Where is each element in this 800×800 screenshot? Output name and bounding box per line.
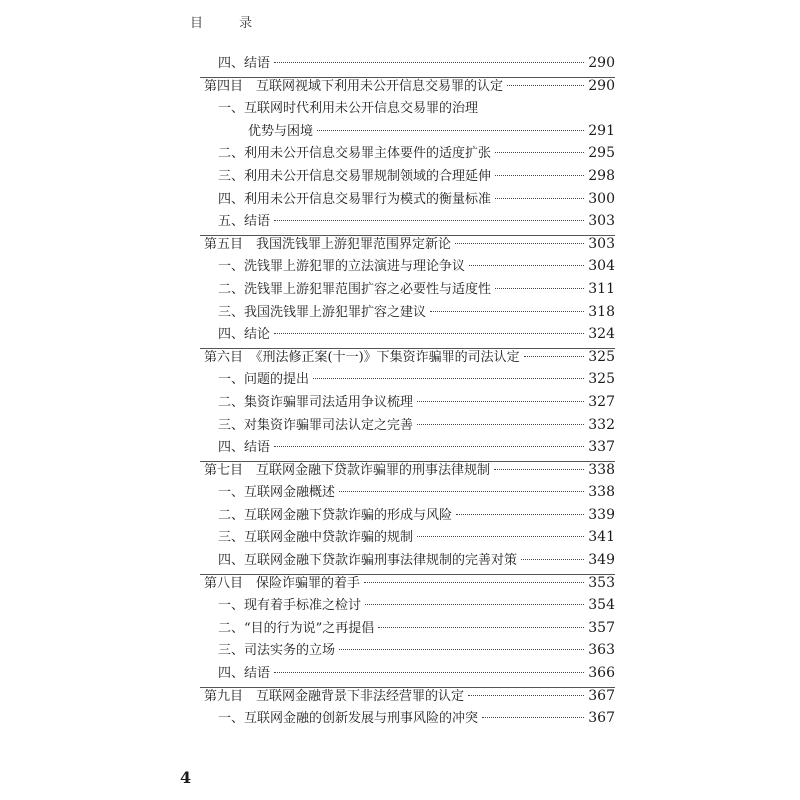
toc-section-entry[interactable]	[200, 165, 615, 188]
chapter-rule	[200, 77, 615, 78]
toc-entry-title: 三、司法实务的立场	[218, 643, 336, 659]
dot-leader	[494, 469, 584, 470]
toc-entry-title: 三、对集资诈骗罪司法认定之完善	[218, 417, 414, 433]
dot-leader	[417, 536, 584, 537]
toc-chapter-entry[interactable]	[200, 572, 615, 595]
toc-entry-title: 三、利用未公开信息交易罪规制领域的合理延伸	[218, 168, 492, 184]
dot-leader	[430, 311, 584, 312]
dot-leader	[274, 446, 584, 447]
toc-entry-title: 二、利用未公开信息交易罪主体要件的适度扩张	[218, 146, 492, 162]
toc-entry-title: 第五目 我国洗钱罪上游犯罪范围界定新论	[204, 236, 452, 252]
toc-section-entry[interactable]	[200, 707, 615, 730]
toc-chapter-entry[interactable]	[200, 346, 615, 369]
toc-section-entry[interactable]	[200, 391, 615, 414]
toc-chapter-entry[interactable]	[200, 233, 615, 256]
table-of-contents	[200, 52, 615, 730]
toc-entry-title: 一、洗钱罪上游犯罪的立法演进与理论争议	[218, 259, 466, 275]
toc-section-entry[interactable]	[200, 188, 615, 211]
toc-entry-page: 303	[588, 213, 615, 230]
toc-section-entry[interactable]	[200, 97, 615, 120]
dot-leader	[524, 356, 585, 357]
dot-leader	[468, 695, 584, 696]
toc-section-entry[interactable]	[200, 594, 615, 617]
toc-chapter-entry[interactable]	[200, 75, 615, 98]
toc-section-entry[interactable]	[200, 301, 615, 324]
toc-entry-page: 338	[588, 484, 615, 501]
toc-entry-page: 318	[588, 303, 615, 320]
toc-entry-title: 一、互联网时代利用未公开信息交易罪的治理	[218, 101, 479, 117]
dot-leader	[339, 649, 584, 650]
dot-leader	[507, 85, 584, 86]
toc-entry-title: 四、结语	[218, 56, 271, 71]
dot-leader	[313, 378, 584, 379]
toc-section-entry[interactable]	[200, 323, 615, 346]
toc-entry-page: 339	[588, 506, 615, 523]
chapter-rule	[200, 687, 615, 688]
toc-entry-title: 三、互联网金融中贷款诈骗的规制	[218, 530, 414, 546]
dot-leader	[339, 491, 584, 492]
toc-entry-title: 第八目 保险诈骗罪的着手	[204, 575, 361, 591]
toc-entry-title: 一、互联网金融的创新发展与刑事风险的冲突	[218, 711, 479, 727]
toc-entry-title: 四、互联网金融下贷款诈骗刑事法律规制的完善对策	[218, 553, 518, 569]
toc-entry-page: 290	[588, 55, 615, 71]
dot-leader	[495, 152, 584, 153]
toc-entry-page: 303	[588, 235, 615, 252]
toc-entry-page: 324	[588, 326, 615, 343]
dot-leader	[274, 333, 584, 334]
toc-section-entry[interactable]	[200, 120, 615, 143]
toc-entry-title: 一、互联网金融概述	[218, 485, 336, 501]
toc-entry-title: 第四目 互联网视域下利用未公开信息交易罪的认定	[204, 78, 504, 94]
toc-entry-title: 三、我国洗钱罪上游犯罪扩容之建议	[218, 304, 427, 320]
dot-leader	[495, 175, 584, 176]
dot-leader	[417, 401, 584, 402]
toc-entry-title: 优势与困境	[248, 123, 314, 139]
toc-entry-title: 二、“目的行为说”之再提倡	[218, 620, 375, 636]
dot-leader	[317, 130, 584, 131]
toc-entry-page: 300	[588, 190, 615, 207]
toc-section-entry[interactable]	[200, 278, 615, 301]
toc-entry-title: 四、结语	[218, 440, 271, 456]
dot-leader	[378, 627, 584, 628]
toc-entry-page: 325	[588, 371, 615, 388]
toc-section-entry[interactable]	[200, 662, 615, 685]
toc-section-entry[interactable]	[200, 436, 615, 459]
toc-section-entry[interactable]	[200, 368, 615, 391]
toc-entry-page: 291	[588, 122, 615, 139]
toc-section-entry[interactable]	[200, 526, 615, 549]
chapter-rule	[200, 235, 615, 236]
toc-entry-title: 一、问题的提出	[218, 372, 310, 388]
toc-entry-title: 一、现有着手标准之检讨	[218, 598, 362, 614]
dot-leader	[495, 288, 584, 289]
toc-section-entry[interactable]	[200, 210, 615, 233]
toc-entry-page: 327	[588, 393, 615, 410]
dot-leader	[456, 514, 584, 515]
toc-entry-title: 四、结论	[218, 327, 271, 343]
toc-entry-page: 349	[588, 552, 615, 569]
toc-entry-page: 354	[588, 597, 615, 614]
dot-leader	[274, 672, 584, 673]
toc-chapter-entry[interactable]	[200, 459, 615, 482]
toc-section-entry[interactable]	[200, 255, 615, 278]
toc-entry-page: 304	[588, 258, 615, 275]
page-number: 4	[180, 768, 192, 787]
toc-entry-page: 290	[588, 77, 615, 94]
toc-section-entry[interactable]	[200, 142, 615, 165]
toc-section-entry[interactable]	[200, 481, 615, 504]
toc-entry-title: 第七目 互联网金融下贷款诈骗罪的刑事法律规制	[204, 462, 491, 478]
toc-entry-title: 第九目 互联网金融背景下非法经营罪的认定	[204, 688, 465, 704]
toc-section-entry[interactable]	[200, 617, 615, 640]
chapter-rule	[200, 574, 615, 575]
dot-leader	[365, 604, 584, 605]
dot-leader	[482, 717, 584, 718]
dot-leader	[274, 62, 584, 63]
dot-leader	[417, 424, 584, 425]
toc-entry-page: 298	[588, 167, 615, 184]
toc-section-entry[interactable]	[200, 504, 615, 527]
toc-entry-title: 二、互联网金融下贷款诈骗的形成与风险	[218, 507, 453, 523]
toc-entry-page: 311	[588, 280, 615, 297]
toc-entry-title: 四、结语	[218, 666, 271, 682]
toc-entry-title: 二、洗钱罪上游犯罪范围扩容之必要性与适度性	[218, 281, 492, 297]
toc-entry-page: 367	[588, 710, 615, 727]
toc-entry-title: 五、结语	[218, 214, 271, 230]
toc-entry-page: 338	[588, 461, 615, 478]
toc-entry-page: 337	[588, 439, 615, 456]
toc-entry-page: 363	[588, 642, 615, 659]
toc-entry-page: 325	[588, 348, 615, 365]
toc-entry-page: 332	[588, 416, 615, 433]
toc-chapter-entry[interactable]	[200, 685, 615, 708]
toc-section-entry[interactable]	[200, 52, 615, 75]
toc-section-entry[interactable]	[200, 414, 615, 437]
dot-leader	[364, 582, 584, 583]
toc-entry-title: 二、集资诈骗罪司法适用争议梳理	[218, 394, 414, 410]
running-header: 目 录	[190, 16, 269, 31]
dot-leader	[495, 198, 584, 199]
toc-entry-page: 357	[588, 619, 615, 636]
toc-entry-page: 341	[588, 529, 615, 546]
toc-entry-page: 366	[588, 665, 615, 682]
toc-entry-title: 第六目 《刑法修正案(十一)》下集资诈骗罪的司法认定	[204, 349, 520, 365]
dot-leader	[469, 265, 584, 266]
dot-leader	[455, 243, 584, 244]
toc-entry-page: 367	[588, 687, 615, 704]
chapter-rule	[200, 461, 615, 462]
chapter-rule	[200, 348, 615, 349]
toc-entry-page: 295	[588, 145, 615, 162]
toc-section-entry[interactable]	[200, 549, 615, 572]
toc-entry-title: 四、利用未公开信息交易罪行为模式的衡量标准	[218, 191, 492, 207]
dot-leader	[521, 559, 584, 560]
toc-section-entry[interactable]	[200, 639, 615, 662]
toc-entry-page: 353	[588, 574, 615, 591]
dot-leader	[274, 220, 584, 221]
